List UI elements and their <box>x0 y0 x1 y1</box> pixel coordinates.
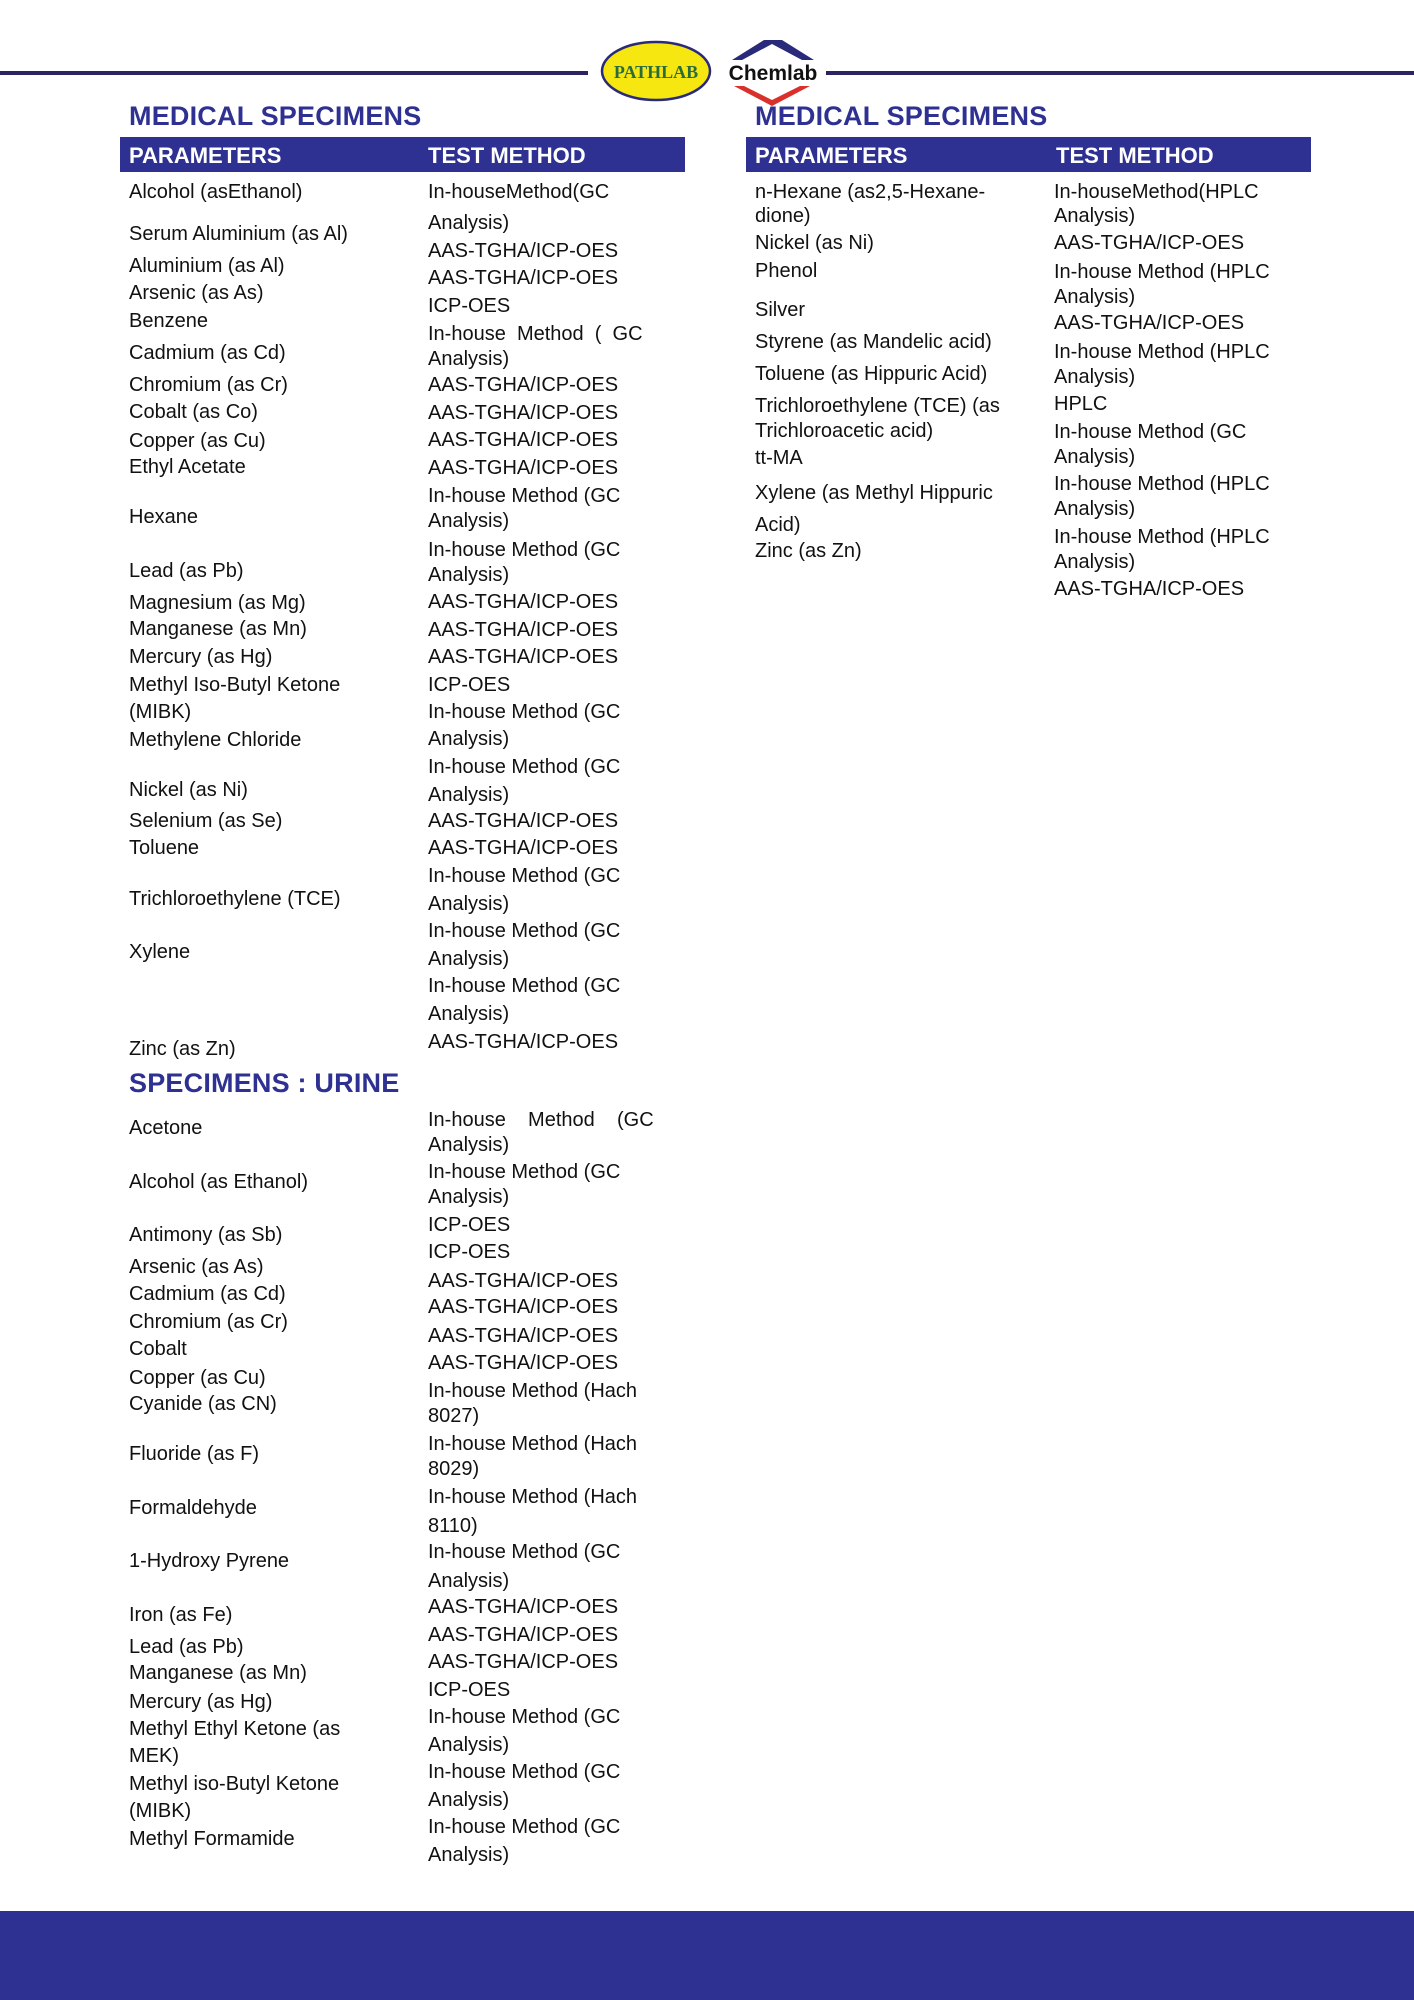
urine-method: AAS-TGHA/ICP-OES <box>428 1352 619 1374</box>
left-method: Analysis) <box>428 510 510 532</box>
right-section-title: MEDICAL SPECIMENS <box>755 101 1048 131</box>
urine-param: Acetone <box>129 1117 203 1139</box>
urine-method: In-house Method (Hach <box>428 1433 638 1455</box>
left-col-parameters: PARAMETERS <box>129 143 282 168</box>
urine-param: 1-Hydroxy Pyrene <box>129 1550 290 1572</box>
left-param: Benzene <box>129 310 208 332</box>
left-table-header <box>120 137 685 172</box>
urine-param: Manganese (as Mn) <box>129 1662 307 1684</box>
left-method: Analysis) <box>428 784 510 806</box>
urine-method: Analysis) <box>428 1844 510 1866</box>
right-col-parameters: PARAMETERS <box>755 143 908 168</box>
right-method: AAS-TGHA/ICP-OES <box>1054 312 1245 334</box>
left-method: AAS-TGHA/ICP-OES <box>428 837 619 859</box>
urine-method: 8110) <box>428 1515 478 1537</box>
urine-method: AAS-TGHA/ICP-OES <box>428 1624 619 1646</box>
left-method: In-houseMethod(GC <box>428 181 610 203</box>
urine-param: Antimony (as Sb) <box>129 1224 283 1246</box>
left-param: Mercury (as Hg) <box>129 646 273 668</box>
left-method: In-house Method (GC <box>428 756 621 778</box>
left-method: In-house Method (GC <box>428 485 621 507</box>
urine-param: Methyl iso-Butyl Ketone <box>129 1773 340 1795</box>
left-param: Arsenic (as As) <box>129 282 264 304</box>
left-method: AAS-TGHA/ICP-OES <box>428 1031 619 1053</box>
left-param: Methylene Chloride <box>129 729 302 751</box>
chemlab-logo <box>722 38 822 108</box>
urine-param: Chromium (as Cr) <box>129 1311 288 1333</box>
right-table-header <box>746 137 1311 172</box>
left-method: AAS-TGHA/ICP-OES <box>428 457 619 479</box>
right-method: In-house Method (HPLC <box>1054 473 1270 495</box>
urine-method: 8027) <box>428 1405 480 1427</box>
left-param: Methyl Iso-Butyl Ketone <box>129 674 341 696</box>
left-method: Analysis) <box>428 212 510 234</box>
left-method: Analysis) <box>428 564 510 586</box>
urine-method: AAS-TGHA/ICP-OES <box>428 1325 619 1347</box>
urine-param: Copper (as Cu) <box>129 1367 266 1389</box>
urine-method: AAS-TGHA/ICP-OES <box>428 1651 619 1673</box>
right-method: In-house Method (HPLC <box>1054 341 1270 363</box>
left-method: In-house Method (GC <box>428 701 621 723</box>
left-param: Chromium (as Cr) <box>129 374 288 396</box>
left-param: Hexane <box>129 506 198 528</box>
urine-method: Analysis) <box>428 1734 510 1756</box>
right-param: Styrene (as Mandelic acid) <box>755 331 992 353</box>
right-param: tt-MA <box>755 447 803 469</box>
right-method: Analysis) <box>1054 551 1136 573</box>
right-param: n-Hexane (as2,5-Hexane- <box>755 181 986 203</box>
urine-param: Fluoride (as F) <box>129 1443 260 1465</box>
left-method: ICP-OES <box>428 674 511 696</box>
urine-method: In-house Method (Hach <box>428 1380 638 1402</box>
urine-method: In-house Method (GC <box>428 1816 621 1838</box>
right-method: Analysis) <box>1054 205 1136 227</box>
header-rule-right <box>826 71 1414 75</box>
urine-param: Cobalt <box>129 1338 187 1360</box>
left-method: Analysis) <box>428 1003 510 1025</box>
right-method: In-houseMethod(HPLC <box>1054 181 1259 203</box>
right-method: In-house Method (HPLC <box>1054 526 1270 548</box>
urine-method: ICP-OES <box>428 1214 511 1236</box>
urine-param: MEK) <box>129 1745 179 1767</box>
urine-method: ICP-OES <box>428 1679 511 1701</box>
urine-method: In-house Method (GC <box>428 1161 621 1183</box>
right-param: Silver <box>755 299 806 321</box>
left-method: In-house Method ( GC <box>428 323 643 345</box>
urine-method: Analysis) <box>428 1186 510 1208</box>
urine-param: Cyanide (as CN) <box>129 1393 277 1415</box>
urine-method: In-house Method (GC <box>428 1109 654 1131</box>
left-method: AAS-TGHA/ICP-OES <box>428 240 619 262</box>
left-method: In-house Method (GC <box>428 920 621 942</box>
left-param: Cadmium (as Cd) <box>129 342 286 364</box>
urine-param: Cadmium (as Cd) <box>129 1283 286 1305</box>
urine-method: Analysis) <box>428 1134 510 1156</box>
left-param: Aluminium (as Al) <box>129 255 285 277</box>
right-param: Nickel (as Ni) <box>755 232 874 254</box>
left-param: Alcohol (asEthanol) <box>129 181 303 203</box>
urine-method: Analysis) <box>428 1789 510 1811</box>
left-method: In-house Method (GC <box>428 539 621 561</box>
right-method: Analysis) <box>1054 366 1136 388</box>
chemlab-logo-text: Chemlab <box>728 62 818 85</box>
right-param: Toluene (as Hippuric Acid) <box>755 363 988 385</box>
left-param: Zinc (as Zn) <box>129 1038 236 1060</box>
urine-method: In-house Method (Hach <box>428 1486 638 1508</box>
left-param: Manganese (as Mn) <box>129 618 307 640</box>
left-method: AAS-TGHA/ICP-OES <box>428 429 619 451</box>
left-method: AAS-TGHA/ICP-OES <box>428 267 619 289</box>
urine-param: Methyl Formamide <box>129 1828 295 1850</box>
right-method: Analysis) <box>1054 498 1136 520</box>
urine-method: Analysis) <box>428 1570 510 1592</box>
left-method: AAS-TGHA/ICP-OES <box>428 591 619 613</box>
right-col-test-method: TEST METHOD <box>1056 143 1214 168</box>
right-method: Analysis) <box>1054 286 1136 308</box>
urine-method: In-house Method (GC <box>428 1541 621 1563</box>
left-method: Analysis) <box>428 948 510 970</box>
urine-method: In-house Method (GC <box>428 1706 621 1728</box>
right-param: Xylene (as Methyl Hippuric <box>755 482 993 504</box>
urine-method: ICP-OES <box>428 1241 511 1263</box>
left-param: Lead (as Pb) <box>129 560 244 582</box>
right-param: Trichloroacetic acid) <box>755 420 934 442</box>
right-param: Phenol <box>755 260 818 282</box>
right-param: Zinc (as Zn) <box>755 540 862 562</box>
header-rule-left <box>0 71 588 75</box>
left-param: Ethyl Acetate <box>129 456 246 478</box>
left-method: In-house Method (GC <box>428 975 621 997</box>
urine-method: AAS-TGHA/ICP-OES <box>428 1270 619 1292</box>
urine-param: Formaldehyde <box>129 1497 257 1519</box>
left-method: AAS-TGHA/ICP-OES <box>428 810 619 832</box>
urine-param: Lead (as Pb) <box>129 1636 244 1658</box>
right-method: In-house Method (GC <box>1054 421 1247 443</box>
left-section-title: MEDICAL SPECIMENS <box>129 101 422 131</box>
left-param: (MIBK) <box>129 701 192 723</box>
urine-param: Methyl Ethyl Ketone (as <box>129 1718 341 1740</box>
urine-section-title: SPECIMENS : URINE <box>129 1068 400 1098</box>
left-method: Analysis) <box>428 348 510 370</box>
right-param: Trichloroethylene (TCE) (as <box>755 395 1000 417</box>
left-method: AAS-TGHA/ICP-OES <box>428 646 619 668</box>
left-method: AAS-TGHA/ICP-OES <box>428 402 619 424</box>
right-method: Analysis) <box>1054 446 1136 468</box>
left-param: Selenium (as Se) <box>129 810 283 832</box>
right-method: AAS-TGHA/ICP-OES <box>1054 578 1245 600</box>
urine-param: Iron (as Fe) <box>129 1604 233 1626</box>
footer-band <box>0 1911 1414 2000</box>
right-param: dione) <box>755 205 811 227</box>
urine-method: In-house Method (GC <box>428 1761 621 1783</box>
pathlab-logo-text: PATHLAB <box>613 62 699 82</box>
right-param: Acid) <box>755 514 801 536</box>
urine-param: Mercury (as Hg) <box>129 1691 273 1713</box>
left-param: Nickel (as Ni) <box>129 779 248 801</box>
left-method: In-house Method (GC <box>428 865 621 887</box>
left-param: Cobalt (as Co) <box>129 401 258 423</box>
left-param: Toluene <box>129 837 200 859</box>
left-method: AAS-TGHA/ICP-OES <box>428 619 619 641</box>
urine-param: Alcohol (as Ethanol) <box>129 1171 308 1193</box>
left-method: Analysis) <box>428 728 510 750</box>
pathlab-logo <box>600 40 712 102</box>
right-method: In-house Method (HPLC <box>1054 261 1270 283</box>
urine-param: (MIBK) <box>129 1800 192 1822</box>
left-param: Magnesium (as Mg) <box>129 592 306 614</box>
urine-param: Arsenic (as As) <box>129 1256 264 1278</box>
left-param: Copper (as Cu) <box>129 430 266 452</box>
left-method: AAS-TGHA/ICP-OES <box>428 374 619 396</box>
left-col-test-method: TEST METHOD <box>428 143 586 168</box>
left-param: Serum Aluminium (as Al) <box>129 223 348 245</box>
left-param: Xylene <box>129 941 191 963</box>
urine-method: AAS-TGHA/ICP-OES <box>428 1596 619 1618</box>
left-method: Analysis) <box>428 893 510 915</box>
right-method: AAS-TGHA/ICP-OES <box>1054 232 1245 254</box>
urine-method: AAS-TGHA/ICP-OES <box>428 1296 619 1318</box>
left-param: Trichloroethylene (TCE) <box>129 888 341 910</box>
urine-method: 8029) <box>428 1458 480 1480</box>
left-method: ICP-OES <box>428 295 511 317</box>
right-method: HPLC <box>1054 393 1108 415</box>
